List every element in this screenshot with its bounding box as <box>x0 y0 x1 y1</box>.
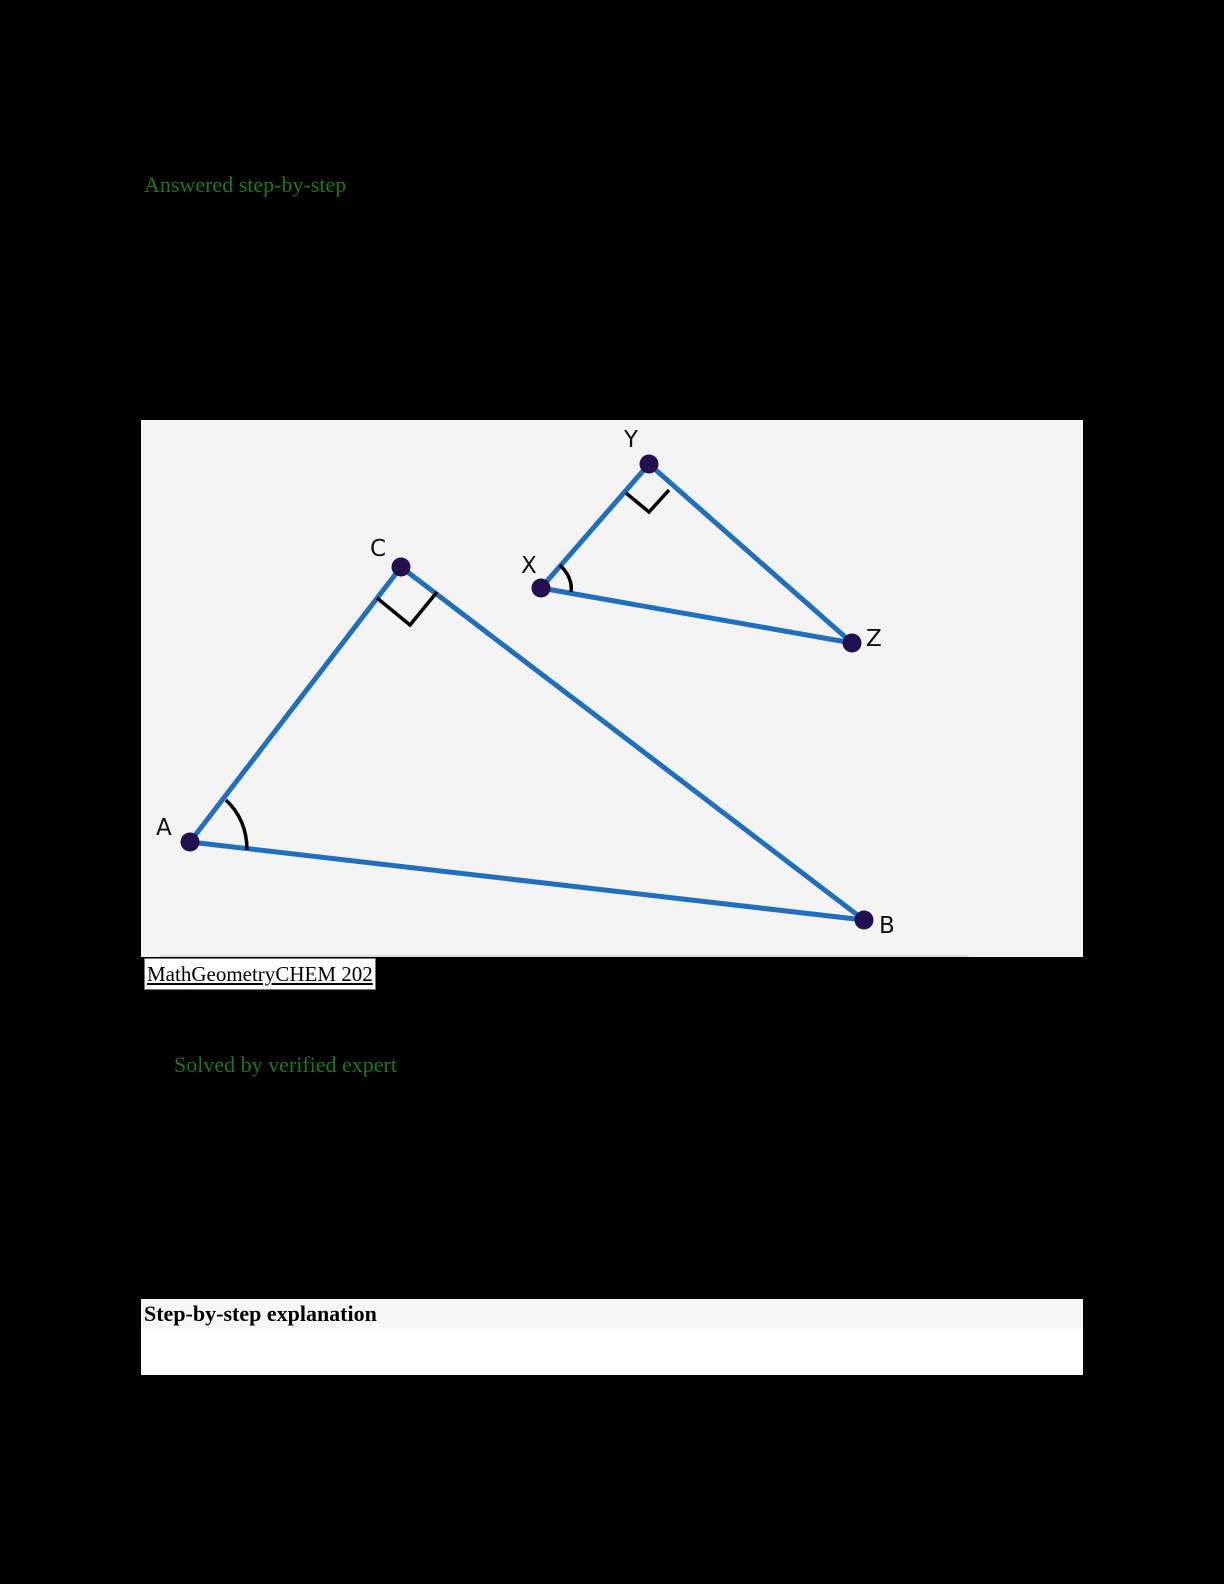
answered-status: Answered step-by-step <box>144 172 347 197</box>
triangle-figure <box>141 420 1083 957</box>
vertex-a <box>181 833 200 852</box>
edge-ac <box>190 567 401 842</box>
subject-tags <box>144 958 376 990</box>
triangles-diagram <box>141 420 1083 957</box>
figure-divider <box>159 955 969 957</box>
explanation-section <box>141 1299 1083 1375</box>
vertex-x <box>532 579 551 598</box>
label-z: Z <box>866 626 882 652</box>
vertex-y <box>640 455 659 474</box>
tag-geometry[interactable]: Geometry <box>191 962 276 986</box>
right-angle-marker-c <box>377 592 437 625</box>
edge-ab <box>190 842 864 920</box>
explanation-header: Step-by-step explanation <box>141 1299 1083 1329</box>
label-c: C <box>370 536 387 562</box>
vertex-b <box>855 911 874 930</box>
angle-arc-x <box>560 565 571 592</box>
label-a: A <box>156 815 172 841</box>
solved-status: Solved by verified expert <box>174 1052 397 1077</box>
angle-arc-a <box>226 800 247 850</box>
tag-math[interactable]: Math <box>147 962 192 986</box>
tag-course[interactable]: CHEM 202 <box>275 962 373 986</box>
edge-xz <box>541 588 852 643</box>
label-x: X <box>521 553 537 579</box>
edge-xy <box>541 464 649 588</box>
right-angle-marker-y <box>626 490 669 512</box>
label-y: Y <box>624 427 639 453</box>
edge-cb <box>401 567 864 920</box>
label-b: B <box>879 913 895 939</box>
edge-yz <box>649 464 852 643</box>
vertex-z <box>843 634 862 653</box>
vertex-c <box>392 558 411 577</box>
